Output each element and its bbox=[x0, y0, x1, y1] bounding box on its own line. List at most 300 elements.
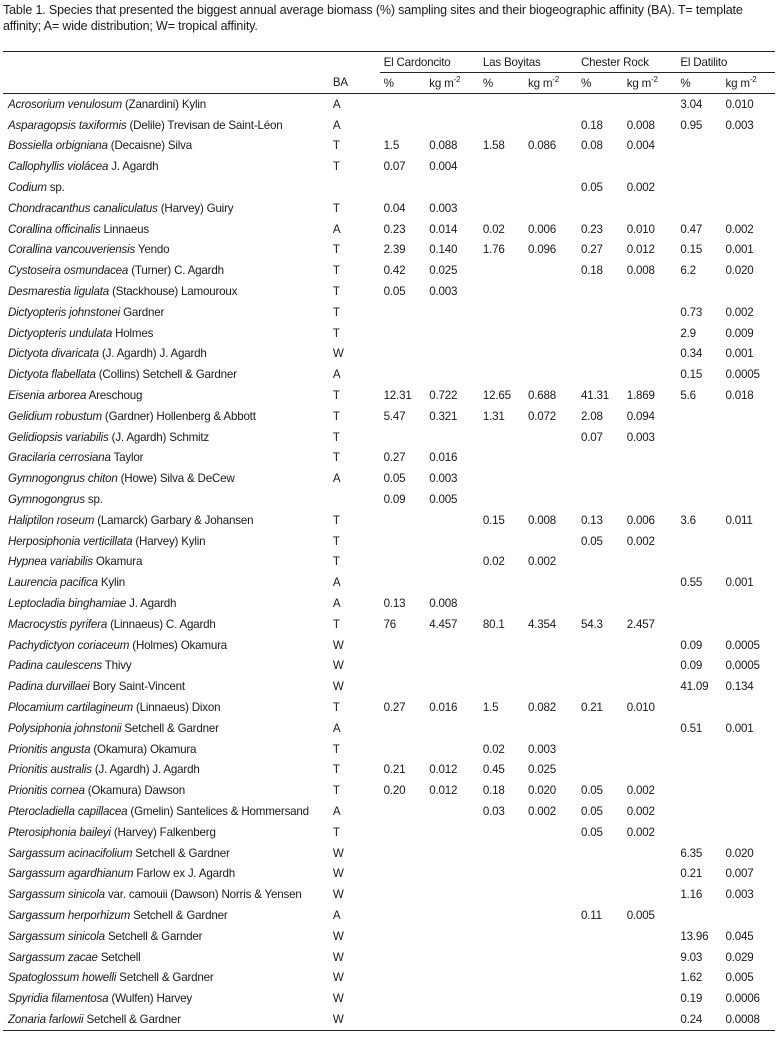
kg-cell: 0.003 bbox=[626, 430, 655, 444]
pct-cell bbox=[577, 572, 627, 593]
pct-cell bbox=[479, 115, 528, 136]
kg-cell bbox=[726, 593, 776, 614]
pct-cell bbox=[479, 344, 528, 365]
kg-cell bbox=[528, 676, 577, 697]
pct-cell bbox=[380, 988, 430, 1009]
kg-cell: 0.010 bbox=[626, 701, 655, 714]
ba-cell: T bbox=[332, 513, 340, 527]
pct-cell bbox=[479, 967, 528, 988]
species-cell bbox=[3, 988, 328, 1009]
pct-cell bbox=[676, 552, 725, 573]
kg-cell: 0.001 bbox=[725, 347, 754, 361]
pct-cell bbox=[676, 697, 725, 718]
kg-cell bbox=[528, 364, 577, 385]
kg-cell bbox=[726, 614, 776, 635]
kg-cell: 0.005 bbox=[429, 493, 458, 507]
kg-cell bbox=[627, 198, 677, 219]
pct-cell bbox=[577, 94, 627, 115]
kg-cell bbox=[528, 718, 577, 739]
kg-cell bbox=[726, 801, 776, 822]
table-row bbox=[3, 136, 775, 157]
pct-cell: 0.45 bbox=[482, 763, 505, 777]
ba-cell: A bbox=[332, 368, 341, 382]
pct-cell bbox=[479, 489, 528, 510]
pct-cell bbox=[380, 635, 430, 656]
pct-cell bbox=[479, 1009, 528, 1030]
species-authority: (Harvey) Guiry bbox=[157, 201, 234, 215]
kg-cell bbox=[726, 489, 776, 510]
kg-cell: 0.003 bbox=[429, 201, 458, 215]
ba-cell: T bbox=[332, 326, 340, 340]
kg-cell bbox=[726, 780, 776, 801]
pct-cell bbox=[479, 260, 528, 281]
pct-cell: 0.05 bbox=[580, 804, 603, 818]
pct-cell bbox=[577, 760, 627, 781]
species-cell bbox=[3, 406, 328, 427]
species-cell bbox=[3, 863, 328, 884]
pct-cell bbox=[380, 94, 430, 115]
table-row bbox=[3, 822, 775, 843]
kg-cell bbox=[429, 801, 479, 822]
pct-cell: 5.47 bbox=[383, 409, 406, 423]
pct-cell bbox=[577, 947, 627, 968]
species-authority: J. Agardh bbox=[126, 597, 177, 611]
pct-cell: 1.16 bbox=[680, 888, 703, 902]
ba-cell bbox=[328, 177, 380, 198]
kg-cell bbox=[627, 884, 677, 905]
pct-cell: 54.3 bbox=[580, 617, 603, 631]
pct-cell bbox=[380, 718, 430, 739]
pct-cell bbox=[676, 801, 725, 822]
kg-cell bbox=[429, 863, 479, 884]
kg-cell bbox=[726, 905, 776, 926]
pct-cell bbox=[676, 593, 725, 614]
pct-cell: 5.6 bbox=[680, 389, 696, 403]
pct-cell bbox=[676, 406, 725, 427]
kg-cell bbox=[627, 863, 677, 884]
pct-cell bbox=[479, 947, 528, 968]
species-authority: Setchell & Gardner bbox=[130, 908, 228, 922]
table-row bbox=[3, 219, 775, 240]
table-row bbox=[3, 947, 775, 968]
pct-cell bbox=[479, 635, 528, 656]
species-name: Leptocladia binghamiae bbox=[8, 597, 127, 611]
ba-cell: T bbox=[332, 160, 340, 174]
kg-cell: 0.012 bbox=[429, 763, 458, 777]
pct-cell bbox=[380, 843, 430, 864]
header-blank bbox=[3, 52, 328, 73]
species-cell bbox=[3, 947, 328, 968]
species-name: Polysiphonia johnstonii bbox=[8, 721, 122, 735]
kg-cell: 0.140 bbox=[429, 243, 458, 257]
kg-cell bbox=[528, 863, 577, 884]
pct-cell: 0.05 bbox=[383, 472, 406, 486]
table-row bbox=[3, 281, 775, 302]
pct-cell bbox=[577, 552, 627, 573]
kg-cell: 4.354 bbox=[527, 617, 556, 631]
kg-cell bbox=[627, 1009, 677, 1030]
kg-cell bbox=[726, 281, 776, 302]
ba-cell: W bbox=[332, 971, 344, 985]
pct-cell: 0.34 bbox=[680, 347, 703, 361]
pct-cell: 0.13 bbox=[580, 513, 603, 527]
pct-cell bbox=[676, 905, 725, 926]
table-row bbox=[3, 572, 775, 593]
kg-cell bbox=[726, 552, 776, 573]
pct-cell: 12.65 bbox=[482, 389, 511, 403]
table-row bbox=[3, 94, 775, 115]
species-cell bbox=[3, 531, 328, 552]
pct-cell: 0.27 bbox=[383, 451, 406, 465]
pct-cell bbox=[577, 884, 627, 905]
kg-cell: 0.012 bbox=[429, 784, 458, 798]
kg-cell bbox=[627, 967, 677, 988]
pct-cell: 0.18 bbox=[580, 264, 603, 278]
pct-cell: 1.5 bbox=[383, 139, 400, 153]
table-row bbox=[3, 780, 775, 801]
species-name: Desmarestia ligulata bbox=[8, 285, 110, 299]
pct-cell bbox=[479, 364, 528, 385]
kg-cell: 0.003 bbox=[429, 472, 458, 486]
kg-cell bbox=[429, 905, 479, 926]
table-row bbox=[3, 926, 775, 947]
table-row bbox=[3, 427, 775, 448]
species-authority: (J. Agardh) J. Agardh bbox=[98, 347, 207, 361]
species-cell bbox=[3, 344, 328, 365]
pct-cell: 2.08 bbox=[580, 409, 603, 423]
pct-cell bbox=[479, 94, 528, 115]
kg-cell: 0.005 bbox=[626, 908, 655, 922]
species-authority: Setchell & Gardner bbox=[121, 721, 219, 735]
pct-cell: 0.02 bbox=[482, 222, 505, 236]
species-name: Sargassum agardhianum bbox=[8, 867, 134, 881]
species-authority: Kylin bbox=[97, 576, 126, 590]
species-authority: Yendo bbox=[135, 243, 170, 257]
kg-cell bbox=[528, 94, 577, 115]
kg-cell: 0.002 bbox=[626, 784, 655, 798]
kg-cell bbox=[726, 822, 776, 843]
pct-cell bbox=[676, 760, 725, 781]
table-row bbox=[3, 884, 775, 905]
pct-cell: 0.15 bbox=[680, 243, 703, 257]
pct-cell: 0.55 bbox=[680, 576, 703, 590]
pct-cell bbox=[380, 863, 430, 884]
kg-cell: 0.008 bbox=[429, 597, 458, 611]
species-authority: (Turner) C. Agardh bbox=[128, 264, 224, 278]
kg-cell bbox=[627, 468, 677, 489]
kg-cell bbox=[429, 427, 479, 448]
pct-cell: 0.18 bbox=[482, 784, 505, 798]
pct-cell: 0.07 bbox=[580, 430, 603, 444]
kg-cell bbox=[627, 344, 677, 365]
kg-cell bbox=[627, 718, 677, 739]
species-authority: Gardner bbox=[120, 305, 165, 319]
species-name: Gelidium robustum bbox=[8, 409, 102, 423]
pct-cell bbox=[380, 801, 430, 822]
kg-cell: 0.321 bbox=[429, 409, 458, 423]
pct-cell bbox=[380, 676, 430, 697]
site-header-chester-rock: Chester Rock bbox=[577, 52, 676, 73]
kg-cell bbox=[528, 635, 577, 656]
kg-cell: 0.025 bbox=[527, 763, 556, 777]
species-cell bbox=[3, 614, 328, 635]
table-row bbox=[3, 801, 775, 822]
species-name: Prionitis cornea bbox=[8, 784, 85, 798]
kg-cell: 0.004 bbox=[429, 160, 458, 174]
kg-header bbox=[726, 73, 776, 94]
pct-cell: 0.73 bbox=[680, 305, 703, 319]
pct-header: % bbox=[380, 73, 430, 94]
ba-cell: W bbox=[332, 347, 344, 361]
kg-cell: 0.086 bbox=[527, 139, 556, 153]
kg-cell bbox=[429, 967, 479, 988]
table-row bbox=[3, 843, 775, 864]
pct-cell bbox=[676, 531, 725, 552]
kg-cell: 0.045 bbox=[725, 929, 754, 943]
kg-cell: 0.016 bbox=[429, 451, 458, 465]
pct-cell: 0.27 bbox=[580, 243, 603, 257]
kg-cell bbox=[429, 635, 479, 656]
species-authority: (J. Agardh) J. Agardh bbox=[91, 763, 200, 777]
kg-cell: 0.010 bbox=[626, 222, 655, 236]
kg-cell bbox=[429, 739, 479, 760]
pct-cell: 3.04 bbox=[680, 97, 703, 111]
pct-cell: 0.05 bbox=[383, 285, 406, 299]
pct-cell bbox=[380, 884, 430, 905]
species-cell bbox=[3, 198, 328, 219]
pct-cell: 0.95 bbox=[680, 118, 703, 132]
kg-cell bbox=[627, 302, 677, 323]
pct-cell bbox=[676, 614, 725, 635]
species-name: Asparagopsis taxiformis bbox=[8, 118, 127, 132]
species-cell bbox=[3, 302, 328, 323]
species-name: Bossiella orbigniana bbox=[8, 139, 108, 153]
pct-cell: 6.35 bbox=[680, 846, 703, 860]
species-cell bbox=[3, 552, 328, 573]
kg-cell: 4.457 bbox=[429, 617, 458, 631]
species-cell bbox=[3, 281, 328, 302]
ba-cell: A bbox=[332, 597, 341, 611]
pct-cell bbox=[676, 739, 725, 760]
species-cell bbox=[3, 385, 328, 406]
species-cell bbox=[3, 219, 328, 240]
kg-cell: 0.014 bbox=[429, 222, 458, 236]
ba-cell: W bbox=[332, 992, 344, 1006]
ba-cell bbox=[328, 489, 380, 510]
pct-cell bbox=[676, 468, 725, 489]
ba-cell: T bbox=[332, 430, 340, 444]
kg-cell: 0.002 bbox=[626, 534, 655, 548]
kg-cell bbox=[528, 344, 577, 365]
kg-cell bbox=[726, 760, 776, 781]
species-cell bbox=[3, 967, 328, 988]
ba-cell: W bbox=[332, 846, 344, 860]
pct-cell: 0.18 bbox=[580, 118, 603, 132]
kg-cell bbox=[627, 94, 677, 115]
species-name: Gracilaria cerrosiana bbox=[8, 451, 111, 465]
table-row bbox=[3, 177, 775, 198]
ba-cell: W bbox=[332, 867, 344, 881]
kg-cell: 0.0006 bbox=[725, 992, 760, 1006]
table-row bbox=[3, 240, 775, 261]
kg-cell bbox=[429, 115, 479, 136]
species-authority: (Lamarck) Garbary & Johansen bbox=[94, 513, 254, 527]
pct-cell bbox=[380, 1009, 430, 1030]
species-name: Gymnogongrus chiton bbox=[8, 472, 118, 486]
table-row bbox=[3, 323, 775, 344]
pct-cell bbox=[577, 302, 627, 323]
kg-cell bbox=[429, 531, 479, 552]
pct-cell bbox=[479, 822, 528, 843]
pct-cell: 0.20 bbox=[383, 784, 406, 798]
kg-cell bbox=[528, 302, 577, 323]
kg-cell: 0.020 bbox=[725, 264, 754, 278]
pct-cell bbox=[479, 198, 528, 219]
pct-cell bbox=[676, 156, 725, 177]
kg-cell bbox=[429, 552, 479, 573]
kg-cell bbox=[627, 656, 677, 677]
kg-cell: 0.003 bbox=[725, 888, 754, 902]
kg-cell bbox=[429, 926, 479, 947]
kg-cell bbox=[429, 947, 479, 968]
site-header-el-cardoncito: El Cardoncito bbox=[380, 52, 479, 73]
ba-cell: T bbox=[332, 409, 340, 423]
species-cell bbox=[3, 115, 328, 136]
pct-cell bbox=[577, 489, 627, 510]
pct-cell bbox=[479, 843, 528, 864]
species-name: Chondracanthus canaliculatus bbox=[8, 201, 158, 215]
species-name: Callophyllis violácea bbox=[8, 160, 109, 174]
kg-cell bbox=[627, 552, 677, 573]
pct-cell bbox=[479, 905, 528, 926]
biomass-table bbox=[3, 51, 775, 1031]
kg-cell bbox=[726, 531, 776, 552]
kg-cell: 2.457 bbox=[626, 617, 655, 631]
kg-cell: 0.010 bbox=[725, 97, 754, 111]
table-row bbox=[3, 905, 775, 926]
pct-cell: 0.08 bbox=[580, 139, 603, 153]
ba-cell: T bbox=[332, 305, 340, 319]
kg-cell bbox=[528, 988, 577, 1009]
table-row bbox=[3, 863, 775, 884]
pct-header: % bbox=[676, 73, 725, 94]
kg-header bbox=[528, 73, 577, 94]
kg-cell bbox=[726, 406, 776, 427]
species-cell bbox=[3, 822, 328, 843]
ba-cell: A bbox=[332, 804, 341, 818]
ba-cell: A bbox=[332, 222, 341, 236]
kg-cell bbox=[528, 156, 577, 177]
ba-cell: T bbox=[332, 451, 340, 465]
kg-cell bbox=[429, 884, 479, 905]
pct-cell bbox=[577, 718, 627, 739]
ba-header: BA bbox=[328, 73, 380, 94]
pct-cell bbox=[479, 281, 528, 302]
kg-cell bbox=[528, 198, 577, 219]
kg-cell bbox=[429, 302, 479, 323]
table-row bbox=[3, 448, 775, 469]
pct-cell bbox=[380, 822, 430, 843]
species-authority: (Linnaeus) Dixon bbox=[132, 701, 221, 714]
kg-header-text: kg m bbox=[527, 76, 553, 90]
ba-cell: T bbox=[332, 285, 340, 299]
ba-cell: T bbox=[332, 784, 340, 798]
ba-cell: A bbox=[332, 576, 341, 590]
kg-cell: 0.096 bbox=[527, 243, 556, 257]
pct-cell bbox=[577, 656, 627, 677]
pct-cell bbox=[380, 344, 430, 365]
pct-cell: 41.31 bbox=[580, 389, 609, 403]
kg-cell bbox=[726, 697, 776, 718]
kg-cell: 0.029 bbox=[725, 950, 754, 964]
kg-cell: 0.0005 bbox=[725, 638, 760, 652]
pct-cell: 0.21 bbox=[580, 701, 603, 714]
kg-cell: 0.007 bbox=[725, 867, 754, 881]
pct-cell: 0.11 bbox=[580, 908, 602, 922]
pct-cell: 0.21 bbox=[680, 867, 703, 881]
species-authority: (Gmelin) Santelices & Hommersand bbox=[127, 804, 309, 818]
pct-cell bbox=[479, 656, 528, 677]
species-name: Dictyopteris johnstonei bbox=[8, 305, 121, 319]
table-row bbox=[3, 593, 775, 614]
species-cell bbox=[3, 760, 328, 781]
kg-cell bbox=[627, 364, 677, 385]
pct-cell bbox=[380, 967, 430, 988]
pct-cell bbox=[479, 177, 528, 198]
kg-cell bbox=[726, 427, 776, 448]
unit-header-row bbox=[3, 73, 775, 94]
kg-cell: 0.002 bbox=[527, 804, 556, 818]
kg-cell: 0.020 bbox=[725, 846, 754, 860]
species-authority: Linnaeus bbox=[100, 222, 149, 236]
species-cell bbox=[3, 94, 328, 115]
kg-cell bbox=[429, 94, 479, 115]
pct-cell: 0.23 bbox=[580, 222, 603, 236]
species-authority: Thivy bbox=[101, 659, 132, 673]
species-name: Pterocladiella capillacea bbox=[8, 804, 128, 818]
species-name: Gymnogongrus bbox=[8, 493, 85, 507]
ba-cell: W bbox=[332, 659, 344, 673]
kg-cell bbox=[528, 884, 577, 905]
table-row bbox=[3, 115, 775, 136]
species-cell bbox=[3, 905, 328, 926]
kg-cell bbox=[429, 323, 479, 344]
kg-cell bbox=[429, 1009, 479, 1030]
species-name: Sargassum zacae bbox=[8, 950, 98, 964]
pct-cell bbox=[577, 926, 627, 947]
pct-cell bbox=[577, 1009, 627, 1030]
site-header-row bbox=[3, 52, 775, 73]
species-cell bbox=[3, 739, 328, 760]
kg-header-text: kg m bbox=[626, 76, 652, 90]
pct-cell bbox=[577, 967, 627, 988]
pct-cell bbox=[577, 863, 627, 884]
species-name: Haliptilon roseum bbox=[8, 513, 95, 527]
pct-cell: 0.15 bbox=[482, 513, 505, 527]
kg-cell: 0.002 bbox=[626, 181, 655, 195]
pct-cell bbox=[577, 156, 627, 177]
pct-cell: 76 bbox=[383, 617, 397, 631]
pct-cell: 0.05 bbox=[580, 784, 603, 798]
pct-cell: 0.09 bbox=[680, 638, 703, 652]
species-authority: sp. bbox=[46, 181, 65, 195]
pct-cell bbox=[676, 281, 725, 302]
species-name: Sargassum acinacifolium bbox=[8, 846, 133, 860]
table-row bbox=[3, 967, 775, 988]
kg-cell: 0.088 bbox=[429, 139, 458, 153]
pct-cell bbox=[577, 739, 627, 760]
pct-cell bbox=[380, 177, 430, 198]
